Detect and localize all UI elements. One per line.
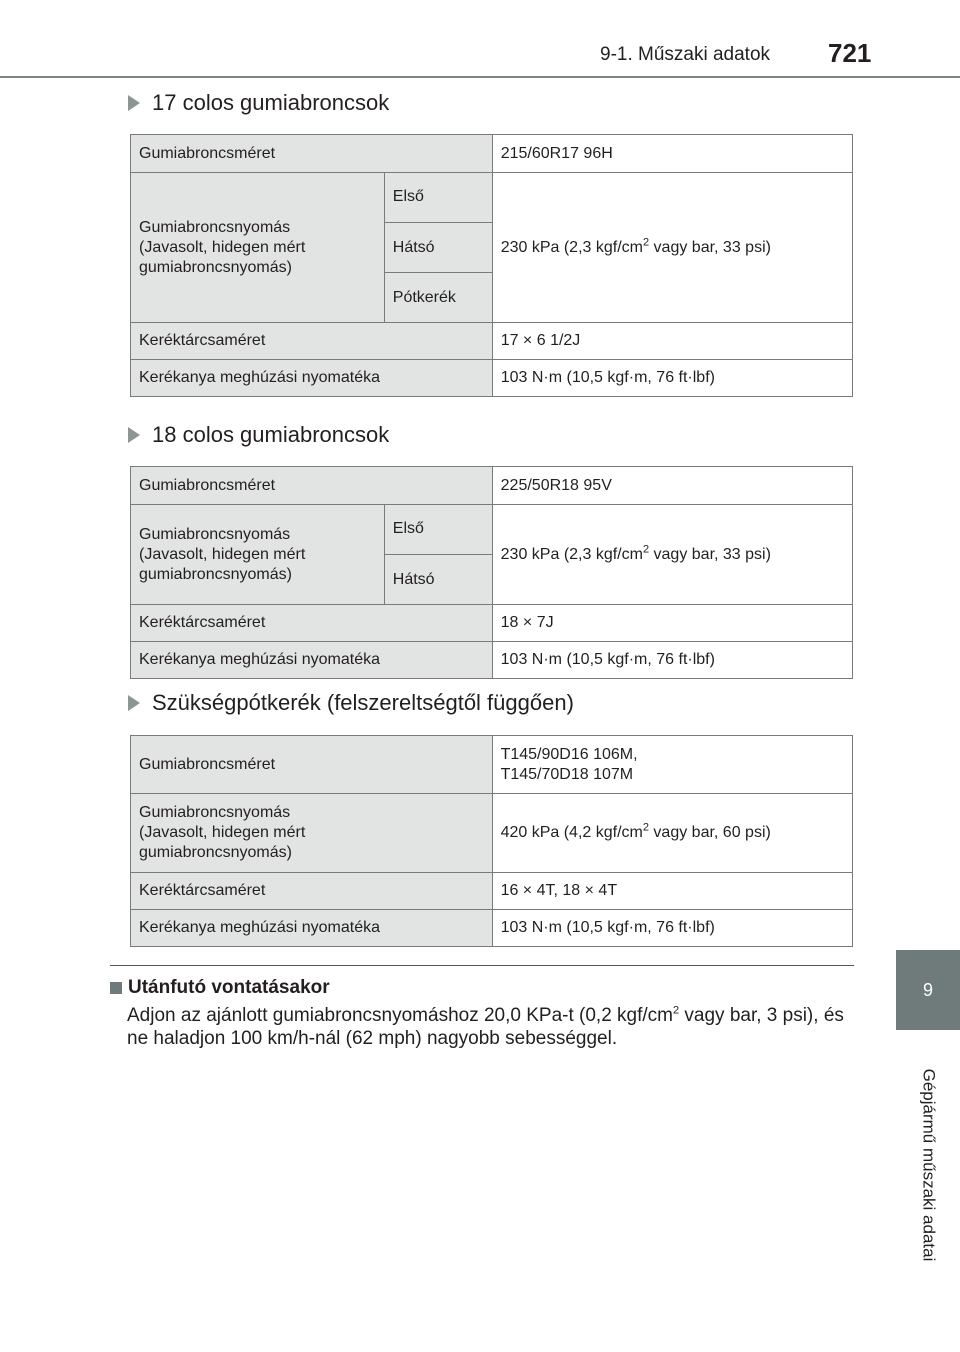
section-heading-18 [128,422,389,448]
pressure-label-line: gumiabroncsnyomás) [139,258,292,276]
pressure-value: 230 kPa (2,3 kgf/$cm^2$ vagy bar, 33 psi) [492,505,852,605]
pressure-label-line: Gumiabroncsnyomás [139,525,291,543]
note-body: Adjon az ajánlott gumiabroncsnyomáshoz 20,0 KPa-t (0,2 kgf/$cm^2$ vagy bar, 3 psi), és ne haladjon 100 km/h-nál (62 mph) nagyobb sebességgel. [127,1004,844,1049]
rear-label: Hátsó [384,555,492,605]
table-row [131,642,853,679]
arrow-icon [128,427,140,443]
size-label: Gumiabroncsméret [131,135,493,173]
section-heading-text: Szükségpótkerék (felszereltségtől függően) [152,690,574,715]
size-value: T145/90D16 106M, T145/70D18 107M [492,736,852,794]
chapter-number: 9 [922,979,933,1000]
note-divider [110,965,854,966]
torque-label: Kerékanya meghúzási nyomatéka [131,360,493,397]
note-title-text: Utánfutó vontatásakor [128,977,330,998]
table-row [131,910,853,947]
torque-value: 103 N·m (10,5 kgf·m, 76 ft·lbf) [492,642,852,679]
section-heading-17 [128,90,389,116]
torque-label: Kerékanya meghúzási nyomatéka [131,910,493,947]
section-heading-text: 17 colos gumiabroncsok [152,90,390,115]
torque-value: 103 N·m (10,5 kgf·m, 76 ft·lbf) [492,360,852,397]
note-title [110,977,330,999]
table-row [131,467,853,505]
pressure-label-line: gumiabroncsnyomás) [139,844,292,861]
pressure-label [131,505,385,605]
size-label: Gumiabroncsméret [131,467,493,505]
pressure-label [131,173,385,323]
header-title: 9-1. Műszaki adatok [600,44,771,65]
front-label: Első [384,505,492,555]
table-row [131,505,853,555]
pressure-label [131,794,493,873]
chapter-label: Gépjármű műszaki adatai [919,1068,939,1262]
torque-label: Kerékanya meghúzási nyomatéka [131,642,493,679]
spec-table-17 [130,134,853,397]
table-row [131,323,853,360]
spare-label: Pótkerék [384,273,492,323]
chapter-side-label [896,1040,960,1290]
rear-label: Hátsó [384,223,492,273]
rim-label: Keréktárcsaméret [131,323,493,360]
rim-value: 16 × 4T, 18 × 4T [492,873,852,910]
front-label: Első [384,173,492,223]
rim-value: 17 × 6 1/2J [492,323,852,360]
rim-label: Keréktárcsaméret [131,605,493,642]
pressure-value: 420 kPa (4,2 kgf/$cm^2$ vagy bar, 60 psi) [492,794,852,873]
square-bullet-icon [110,982,122,994]
table-row [131,794,853,873]
pressure-label-line: (Javasolt, hidegen mért [139,824,306,841]
table-row [131,736,853,794]
table-row [131,873,853,910]
section-heading-spare [128,690,574,716]
pressure-label-line: gumiabroncsnyomás) [139,565,292,583]
rim-label: Keréktárcsaméret [131,873,493,910]
pressure-label-line: (Javasolt, hidegen mért [139,238,306,256]
pressure-label-line: Gumiabroncsnyomás [139,218,291,236]
rim-value: 18 × 7J [492,605,852,642]
arrow-icon [128,695,140,711]
table-row [131,605,853,642]
table-row [131,173,853,223]
table-row [131,135,853,173]
section-heading-text: 18 colos gumiabroncsok [152,422,390,447]
pressure-label-line: Gumiabroncsnyomás [139,804,291,821]
size-value: 215/60R17 96H [492,135,852,173]
arrow-icon [128,95,140,111]
header-divider [0,76,960,78]
page-number: 721 [828,38,872,68]
size-label: Gumiabroncsméret [131,736,493,794]
torque-value: 103 N·m (10,5 kgf·m, 76 ft·lbf) [492,910,852,947]
table-row [131,360,853,397]
pressure-label-line: (Javasolt, hidegen mért [139,545,306,563]
spec-table-18 [130,466,853,679]
pressure-value: 230 kPa (2,3 kgf/$cm^2$ vagy bar, 33 psi) [492,173,852,323]
size-value: 225/50R18 95V [492,467,852,505]
spec-table-spare [130,735,853,947]
chapter-tab [896,950,960,1030]
